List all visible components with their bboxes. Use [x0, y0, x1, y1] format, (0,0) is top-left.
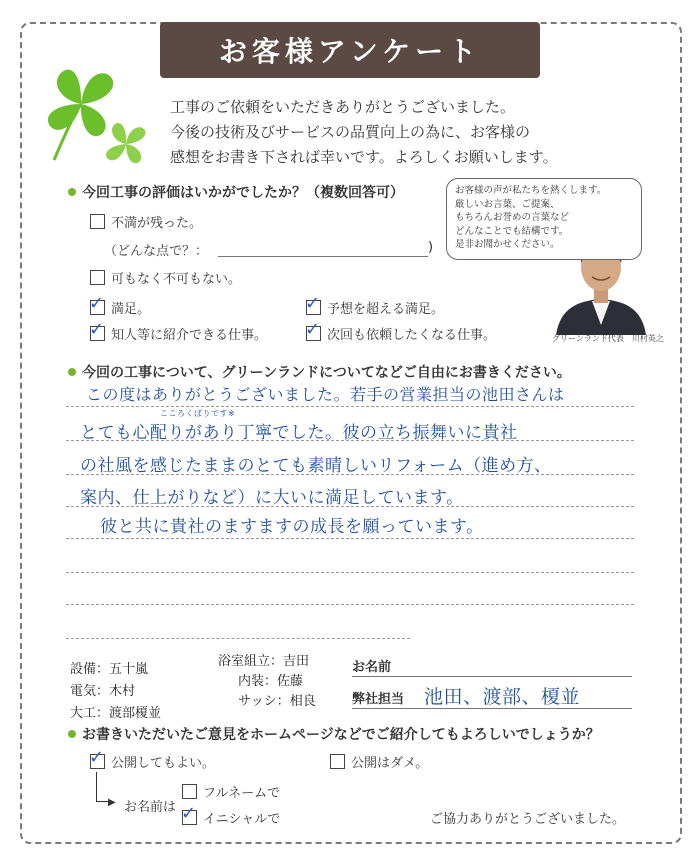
tanto-value: 池田、渡部、榎並	[424, 686, 581, 708]
checkbox[interactable]	[90, 270, 105, 285]
title-banner	[160, 22, 540, 78]
option-label: 公開はダメ。	[351, 756, 429, 771]
checkbox[interactable]	[90, 214, 105, 229]
checkbox[interactable]	[330, 754, 345, 769]
checkmark-icon: ✓	[89, 319, 105, 340]
checkmark-icon: ✓	[89, 747, 105, 768]
staff-naisou: 内装：佐藤	[238, 674, 304, 689]
speech-bubble	[446, 178, 642, 260]
detail-input-line[interactable]	[218, 256, 428, 257]
photo-caption: グリーンランド代表 川村英之	[552, 334, 664, 343]
checkbox-checked[interactable]	[89, 319, 105, 341]
green-dot-icon	[68, 188, 76, 196]
intro-line: 今後の技術及びサービスの品質向上の為に、お客様の	[170, 123, 531, 141]
bubble-line: お客様の声が私たちを熱くします。	[455, 185, 607, 196]
option-label: 次回も依頼したくなる仕事。	[327, 328, 497, 343]
q1-option-exceeded[interactable]	[305, 293, 445, 317]
staff-yokushitsu: 浴室組立：吉田	[218, 654, 310, 669]
q3-name-sub	[124, 796, 176, 815]
writing-line	[66, 572, 634, 573]
name-label: お名前	[352, 660, 392, 675]
checkmark-icon: ✓	[181, 803, 197, 824]
q1-option-recommend[interactable]	[89, 319, 268, 343]
bubble-line: 厳しいお言葉、ご提案、	[455, 198, 560, 210]
q2-heading	[68, 362, 571, 382]
q3-heading-text: お書きいただいたご意見をホームページなどでご紹介してもよろしいでしょうか？	[82, 727, 600, 743]
name-sub-label: お名前は	[124, 800, 177, 815]
q1-dissatisfied-detail	[104, 240, 208, 259]
writing-line	[66, 406, 634, 407]
q3-option-ok[interactable]	[89, 747, 216, 771]
green-dot-icon	[68, 368, 76, 376]
staff-sasshi: サッシ：相良	[238, 694, 316, 709]
option-label: 知人等に紹介できる仕事。	[111, 328, 268, 343]
checkbox-checked[interactable]	[181, 803, 197, 825]
bubble-line: 是非お聞かせください。	[455, 239, 560, 250]
checkbox-checked[interactable]	[305, 293, 321, 315]
checkmark-icon: ✓	[305, 319, 321, 340]
q1-option-neutral[interactable]	[90, 268, 241, 287]
arrow-head-icon: ▶	[108, 797, 116, 808]
intro-text	[170, 95, 620, 170]
handwritten-comment-line: の社風を感じたままのとても素晴しいリフォーム（進め方、	[80, 456, 552, 476]
handwritten-comment-line: 案内、仕上がりなど）に大いに満足しています。	[80, 488, 464, 508]
option-label: 不満が残った。	[111, 216, 203, 231]
tanto-label: 弊社担当	[352, 692, 405, 707]
checkbox[interactable]	[182, 784, 197, 799]
checkbox-checked[interactable]	[305, 319, 321, 341]
writing-line	[66, 638, 410, 639]
detail-label: （どんな点で？：	[104, 244, 209, 259]
checkmark-icon: ✓	[305, 293, 321, 314]
option-label: 公開してもよい。	[111, 756, 216, 771]
q1-option-dissatisfied[interactable]	[90, 212, 202, 231]
option-label: イニシャルで	[203, 812, 281, 827]
q1-heading	[68, 182, 404, 202]
writing-line	[66, 604, 634, 605]
handwritten-comment-line: 彼と共に貴社のますますの成長を願っています。	[100, 517, 484, 537]
bubble-line: どんなことでも結構です。	[455, 225, 569, 237]
tanto-input-line[interactable]	[352, 708, 632, 709]
handwritten-note: こころくばりです※	[160, 409, 236, 418]
option-label: 予想を超える満足。	[327, 302, 445, 317]
checkbox-checked[interactable]	[89, 293, 105, 315]
intro-line: 感想をお書き下されば幸いです。よろしくお願いします。	[170, 148, 558, 166]
q1-heading-text: 今回工事の評価はいかがでしたか？（複数回答可）	[82, 185, 404, 201]
q3-option-ng[interactable]	[330, 752, 428, 771]
option-label: フルネームで	[203, 786, 281, 801]
checkbox-checked[interactable]	[89, 747, 105, 769]
handwritten-comment-line: とても心配りがあり丁寧でした。彼の立ち振舞いに貴社	[80, 423, 518, 443]
checkmark-icon: ✓	[89, 293, 105, 314]
writing-line	[66, 538, 634, 539]
option-label: 可もなく不可もない。	[111, 272, 242, 287]
page-title: お客様アンケート	[218, 35, 482, 68]
q1-option-satisfied[interactable]	[89, 293, 151, 317]
q2-heading-text: 今回の工事について、グリーンランドについてなどご自由にお書きください。	[82, 365, 571, 381]
staff-daiku: 大工：渡部榎並	[70, 706, 162, 721]
clover-small-icon	[100, 118, 152, 170]
closing-text: ご協力ありがとうございました。	[430, 812, 626, 827]
bubble-line: もちろんお誉めの言葉など	[455, 212, 570, 223]
staff-denki: 電気：木村	[70, 684, 136, 699]
handwritten-comment-line: この度はありがとうございました。若手の営業担当の池田さんは	[86, 385, 565, 404]
name-input-line[interactable]	[352, 676, 632, 677]
q1-option-again[interactable]	[305, 319, 497, 343]
green-dot-icon	[68, 730, 76, 738]
detail-close-paren: )	[428, 240, 434, 255]
q3-option-fullname[interactable]	[182, 782, 280, 801]
option-label: 満足。	[111, 302, 151, 317]
intro-line: 工事のご依頼をいただきありがとうございました。	[170, 98, 516, 116]
q3-heading	[68, 724, 600, 744]
staff-setsubi: 設備：五十嵐	[70, 662, 149, 677]
q3-option-initial[interactable]	[181, 803, 281, 827]
